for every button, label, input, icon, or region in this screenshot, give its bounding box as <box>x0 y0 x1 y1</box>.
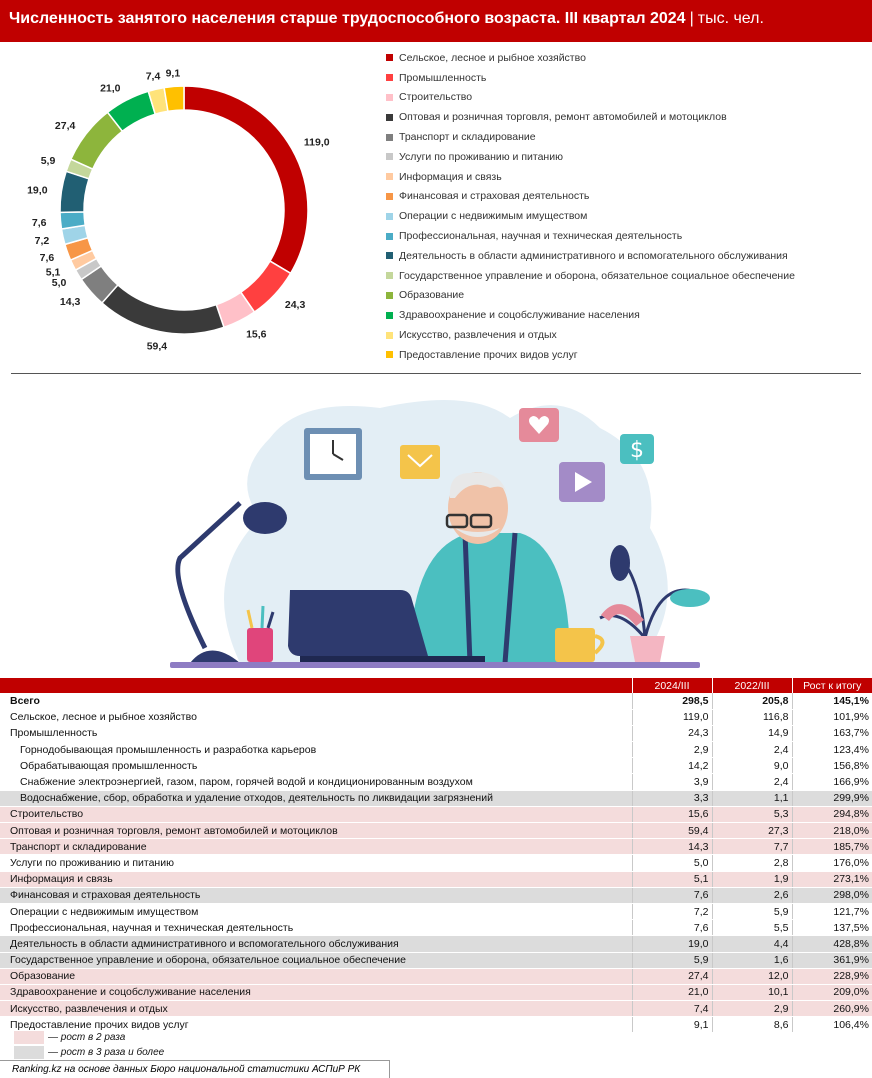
note-x3 <box>0 1045 872 1060</box>
table-header-2024: 2024/III <box>632 678 712 693</box>
table-row <box>0 952 872 968</box>
chart-legend <box>386 48 866 365</box>
illustration-elderly-worker <box>0 378 872 674</box>
table-cell-2024: 119,0 <box>632 709 712 725</box>
legend-label: Финансовая и страховая деятельность <box>399 190 590 203</box>
legend-label: Оптовая и розничная торговля, ремонт автомобилей и мотоциклов <box>399 111 727 124</box>
legend-label: Образование <box>399 289 465 302</box>
table-row <box>0 742 872 758</box>
table-header-growth: Рост к итогу <box>792 678 872 693</box>
table-cell-growth: 209,0% <box>792 984 872 1000</box>
legend-notes <box>0 1030 872 1060</box>
table-row <box>0 725 872 741</box>
legend-label: Профессиональная, научная и техническая деятельность <box>399 230 683 243</box>
table-cell-growth: 176,0% <box>792 855 872 871</box>
table-cell-2024: 59,4 <box>632 823 712 839</box>
table-cell-2022: 2,4 <box>712 742 792 758</box>
table-row <box>0 903 872 919</box>
table-cell-label: Промышленность <box>0 725 632 741</box>
table-cell-2022: 2,8 <box>712 855 792 871</box>
table-cell-label: Финансовая и страховая деятельность <box>0 887 632 903</box>
legend-swatch <box>386 94 393 101</box>
table-cell-label: Всего <box>0 693 632 709</box>
table-cell-label: Оптовая и розничная торговля, ремонт автомобилей и мотоциклов <box>0 823 632 839</box>
table-row <box>0 871 872 887</box>
legend-item <box>386 88 866 108</box>
table-cell-growth: 156,8% <box>792 758 872 774</box>
note-x3-text: — рост в 3 раза и более <box>48 1047 165 1058</box>
legend-item <box>386 266 866 286</box>
legend-item <box>386 325 866 345</box>
table-cell-growth: 361,9% <box>792 952 872 968</box>
divider <box>11 373 861 374</box>
table-cell-2024: 15,6 <box>632 806 712 822</box>
donut-data-label: 59,4 <box>146 340 168 353</box>
legend-item <box>386 107 866 127</box>
table-cell-growth: 145,1% <box>792 693 872 709</box>
donut-slice <box>102 285 224 334</box>
table-cell-2022: 4,4 <box>712 936 792 952</box>
table-cell-growth: 428,8% <box>792 936 872 952</box>
table-row <box>0 887 872 903</box>
legend-item <box>386 68 866 88</box>
table-row <box>0 709 872 725</box>
donut-data-label: 5,9 <box>40 155 56 168</box>
table-cell-2024: 5,9 <box>632 952 712 968</box>
legend-label: Искусство, развлечения и отдых <box>399 329 557 342</box>
legend-swatch <box>386 54 393 61</box>
table-cell-2024: 2,9 <box>632 742 712 758</box>
page-title: Численность занятого населения старше трудоспособного возраста. III квартал 2024 <box>9 10 686 27</box>
note-x2 <box>0 1030 872 1045</box>
table-cell-label: Государственное управление и оборона, обязательное социальное обеспечение <box>0 952 632 968</box>
table-cell-2024: 298,5 <box>632 693 712 709</box>
donut-data-label: 7,6 <box>39 252 55 265</box>
donut-data-label: 24,3 <box>284 299 306 312</box>
legend-swatch <box>386 114 393 121</box>
table-cell-2022: 7,7 <box>712 839 792 855</box>
table-cell-growth: 228,9% <box>792 968 872 984</box>
table-cell-2022: 2,9 <box>712 1001 792 1017</box>
table-cell-2022: 5,5 <box>712 920 792 936</box>
table-row <box>0 823 872 839</box>
legend-swatch <box>386 233 393 240</box>
table-row <box>0 758 872 774</box>
table-row <box>0 855 872 871</box>
table-cell-2022: 1,6 <box>712 952 792 968</box>
table-cell-label: Предоставление прочих видов услуг <box>0 1017 632 1033</box>
table-cell-2024: 3,3 <box>632 790 712 806</box>
title-unit: тыс. чел. <box>697 10 764 27</box>
table-cell-growth: 163,7% <box>792 725 872 741</box>
table-cell-label: Водоснабжение, сбор, обработка и удаление отходов, деятельность по ликвидации загрязнений <box>0 790 632 806</box>
title-separator: | <box>689 10 694 27</box>
table-row <box>0 984 872 1000</box>
donut-slice <box>184 86 308 273</box>
svg-text:$: $ <box>630 438 644 463</box>
table-cell-2024: 21,0 <box>632 984 712 1000</box>
legend-swatch <box>386 252 393 259</box>
legend-item <box>386 286 866 306</box>
donut-slice <box>164 86 184 111</box>
table-cell-growth: 121,7% <box>792 903 872 919</box>
clock-icon <box>304 428 362 480</box>
table-cell-2022: 5,3 <box>712 806 792 822</box>
table-cell-growth: 106,4% <box>792 1017 872 1033</box>
legend-label: Государственное управление и оборона, обязательное социальное обеспечение <box>399 269 795 282</box>
note-x2-text: — рост в 2 раза <box>48 1032 126 1043</box>
table-cell-label: Транспорт и складирование <box>0 839 632 855</box>
legend-swatch <box>386 312 393 319</box>
table-cell-2024: 14,3 <box>632 839 712 855</box>
table-row <box>0 790 872 806</box>
donut-data-label: 5,0 <box>51 277 67 290</box>
legend-label: Операции с недвижимым имуществом <box>399 210 588 223</box>
table-row <box>0 1001 872 1017</box>
table-cell-2024: 7,6 <box>632 920 712 936</box>
donut-data-label: 27,4 <box>54 119 76 132</box>
legend-label: Строительство <box>399 91 473 104</box>
donut-slice <box>60 212 85 229</box>
table-cell-2024: 24,3 <box>632 725 712 741</box>
legend-swatch <box>386 213 393 220</box>
table-cell-2024: 14,2 <box>632 758 712 774</box>
table-cell-2022: 27,3 <box>712 823 792 839</box>
table-cell-2022: 2,4 <box>712 774 792 790</box>
legend-label: Информация и связь <box>399 170 502 183</box>
table-cell-2024: 7,4 <box>632 1001 712 1017</box>
table-cell-2022: 2,6 <box>712 887 792 903</box>
dollar-icon <box>620 434 654 464</box>
table-row <box>0 839 872 855</box>
legend-label: Здравоохранение и соцобслуживание населения <box>399 309 640 322</box>
table-cell-growth: 123,4% <box>792 742 872 758</box>
table-cell-2024: 3,9 <box>632 774 712 790</box>
table-row <box>0 968 872 984</box>
legend-item <box>386 246 866 266</box>
legend-label: Промышленность <box>399 71 487 84</box>
legend-item <box>386 345 866 365</box>
table-cell-growth: 273,1% <box>792 871 872 887</box>
legend-swatch <box>386 134 393 141</box>
legend-swatch <box>386 193 393 200</box>
table-header-row <box>0 678 872 693</box>
legend-label: Предоставление прочих видов услуг <box>399 348 578 361</box>
donut-data-label: 21,0 <box>100 82 121 95</box>
table-cell-label: Искусство, развлечения и отдых <box>0 1001 632 1017</box>
table-cell-label: Профессиональная, научная и техническая деятельность <box>0 920 632 936</box>
table-cell-2024: 7,6 <box>632 887 712 903</box>
table-row <box>0 936 872 952</box>
table-cell-label: Образование <box>0 968 632 984</box>
table-cell-growth: 166,9% <box>792 774 872 790</box>
table-cell-2024: 7,2 <box>632 903 712 919</box>
table-cell-2024: 9,1 <box>632 1017 712 1033</box>
table-cell-2022: 12,0 <box>712 968 792 984</box>
table-cell-2024: 5,1 <box>632 871 712 887</box>
table-header-2022: 2022/III <box>712 678 792 693</box>
table-cell-2022: 14,9 <box>712 725 792 741</box>
table-cell-label: Информация и связь <box>0 871 632 887</box>
donut-data-label: 14,3 <box>59 296 81 309</box>
table-cell-label: Сельское, лесное и рыбное хозяйство <box>0 709 632 725</box>
legend-item <box>386 147 866 167</box>
table-cell-growth: 294,8% <box>792 806 872 822</box>
table-cell-label: Строительство <box>0 806 632 822</box>
legend-item <box>386 127 866 147</box>
table-cell-label: Деятельность в области административного и вспомогательного обслуживания <box>0 936 632 952</box>
table-cell-growth: 298,0% <box>792 887 872 903</box>
table-cell-2022: 1,9 <box>712 871 792 887</box>
table-row <box>0 806 872 822</box>
table-cell-2022: 205,8 <box>712 693 792 709</box>
legend-label: Деятельность в области административного и вспомогательного обслуживания <box>399 249 788 262</box>
table-row <box>0 920 872 936</box>
data-table <box>0 678 872 1033</box>
table-cell-2022: 8,6 <box>712 1017 792 1033</box>
table-cell-growth: 185,7% <box>792 839 872 855</box>
legend-swatch <box>386 351 393 358</box>
table-cell-label: Операции с недвижимым имуществом <box>0 903 632 919</box>
legend-label: Сельское, лесное и рыбное хозяйство <box>399 51 586 64</box>
note-x2-swatch <box>14 1031 44 1044</box>
table-header-label <box>0 678 632 693</box>
note-x3-swatch <box>14 1046 44 1059</box>
video-icon <box>559 462 605 502</box>
donut-data-label: 119,0 <box>303 136 330 149</box>
mail-icon <box>400 445 440 479</box>
legend-item <box>386 226 866 246</box>
table-cell-2022: 1,1 <box>712 790 792 806</box>
legend-swatch <box>386 173 393 180</box>
table-cell-growth: 137,5% <box>792 920 872 936</box>
donut-data-label: 5,1 <box>45 266 61 279</box>
table-cell-2024: 19,0 <box>632 936 712 952</box>
legend-swatch <box>386 74 393 81</box>
desk-surface <box>170 662 700 668</box>
donut-data-label: 19,0 <box>27 184 48 197</box>
table-cell-label: Снабжение электроэнергией, газом, паром, горячей водой и кондиционированным воздухом <box>0 774 632 790</box>
title-bar <box>0 0 872 42</box>
table-row <box>0 693 872 709</box>
table-cell-2022: 9,0 <box>712 758 792 774</box>
table-cell-label: Услуги по проживанию и питанию <box>0 855 632 871</box>
legend-label: Услуги по проживанию и питанию <box>399 150 563 163</box>
table-cell-2022: 116,8 <box>712 709 792 725</box>
table-cell-growth: 299,9% <box>792 790 872 806</box>
legend-item <box>386 206 866 226</box>
legend-swatch <box>386 272 393 279</box>
legend-item <box>386 48 866 68</box>
legend-item <box>386 187 866 207</box>
donut-data-label: 7,6 <box>31 216 47 229</box>
legend-label: Транспорт и складирование <box>399 131 536 144</box>
donut-chart <box>0 42 380 372</box>
legend-swatch <box>386 153 393 160</box>
table-row <box>0 774 872 790</box>
table-cell-label: Обрабатывающая промышленность <box>0 758 632 774</box>
heart-icon <box>519 408 559 442</box>
legend-swatch <box>386 332 393 339</box>
donut-data-label: 9,1 <box>165 67 181 80</box>
legend-swatch <box>386 292 393 299</box>
donut-data-label: 7,4 <box>145 70 161 83</box>
table-cell-2024: 5,0 <box>632 855 712 871</box>
source-note: Ranking.kz на основе данных Бюро национальной статистики АСПиР РК <box>0 1060 390 1078</box>
table-cell-label: Здравоохранение и соцобслуживание населения <box>0 984 632 1000</box>
table-cell-growth: 218,0% <box>792 823 872 839</box>
donut-data-label: 15,6 <box>246 328 267 341</box>
table-cell-2022: 5,9 <box>712 903 792 919</box>
table-cell-2022: 10,1 <box>712 984 792 1000</box>
table-cell-label: Горнодобывающая промышленность и разработка карьеров <box>0 742 632 758</box>
table-cell-growth: 101,9% <box>792 709 872 725</box>
table-cell-2024: 27,4 <box>632 968 712 984</box>
legend-item <box>386 305 866 325</box>
donut-data-label: 7,2 <box>34 234 50 247</box>
legend-item <box>386 167 866 187</box>
table-cell-growth: 260,9% <box>792 1001 872 1017</box>
